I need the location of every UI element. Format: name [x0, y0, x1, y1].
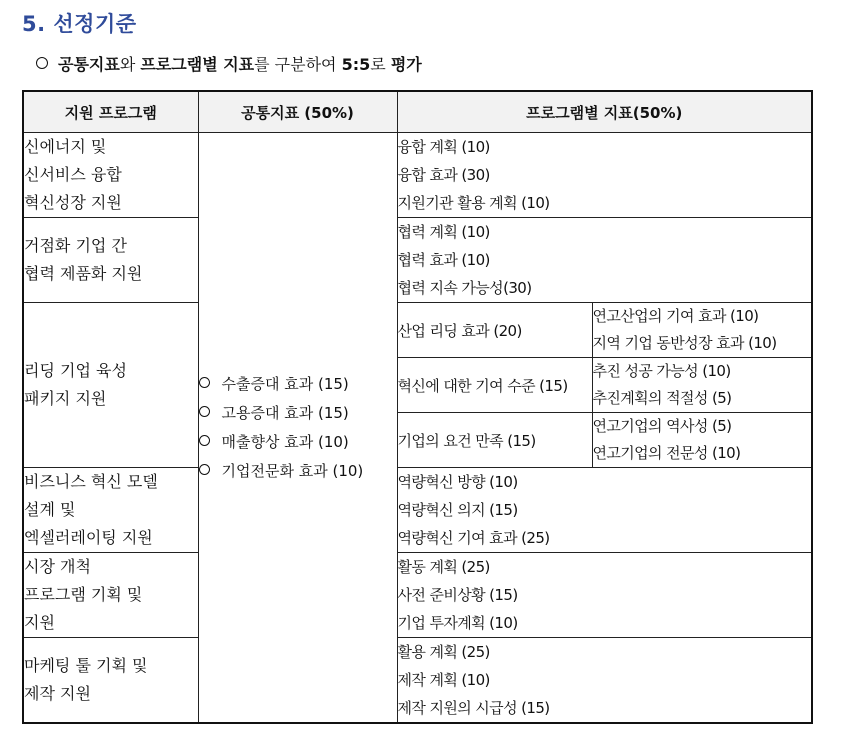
indicator-line: 사전 준비상황 (15)	[397, 586, 518, 604]
indicator-line: 지원기관 활용 계획 (10)	[397, 194, 550, 212]
table-row	[23, 303, 812, 358]
program-line: 지원	[24, 613, 55, 632]
header-program: 지원 프로그램	[23, 91, 198, 133]
indicator-line: 추진계획의 적절성 (5)	[592, 389, 732, 407]
indicator-detail-cell	[592, 358, 812, 413]
common-indicator-label: 수출증대 효과 (15)	[221, 374, 349, 393]
indicator-line: 융합 계획 (10)	[397, 138, 490, 156]
program-indicators-cell	[397, 133, 812, 218]
indicator-line: 제작 계획 (10)	[397, 671, 490, 689]
indicator-detail-cell	[592, 413, 812, 468]
program-cell	[23, 468, 198, 553]
header-common: 공통지표 (50%)	[198, 91, 397, 133]
intro-program: 프로그램별 지표	[140, 55, 255, 74]
common-indicator	[199, 428, 397, 457]
header-program-indicators: 프로그램별 지표(50%)	[397, 91, 812, 133]
circle-bullet-icon	[199, 435, 210, 446]
intro-eval: 평가	[390, 55, 422, 74]
intro-text: 로	[370, 55, 391, 74]
indicator-line: 활동 계획 (25)	[397, 558, 490, 576]
circle-bullet-icon	[199, 464, 210, 475]
program-line: 설계 및	[24, 500, 76, 519]
program-line: 신서비스 융합	[24, 165, 122, 184]
program-indicators-cell	[397, 638, 812, 724]
program-indicators-cell	[397, 553, 812, 638]
common-indicator	[199, 399, 397, 428]
indicator-line: 역량혁신 방향 (10)	[397, 473, 518, 491]
indicator-line: 융합 효과 (30)	[397, 166, 490, 184]
section-heading: 5. 선정기준	[22, 12, 137, 36]
indicator-line: 연고기업의 역사성 (5)	[592, 417, 732, 435]
program-line: 패키지 지원	[24, 389, 107, 408]
indicator-category-cell: 기업의 요건 만족 (15)	[397, 413, 592, 468]
indicator-line: 역량혁신 기여 효과 (25)	[397, 529, 550, 547]
program-line: 제작 지원	[24, 684, 91, 703]
common-indicators-cell	[198, 133, 397, 724]
indicator-line: 역량혁신 의지 (15)	[397, 501, 518, 519]
indicator-line: 추진 성공 가능성 (10)	[592, 362, 731, 380]
common-indicator	[199, 370, 397, 399]
program-line: 비즈니스 혁신 모델	[24, 472, 158, 491]
indicator-category-cell: 산업 리딩 효과 (20)	[397, 303, 592, 358]
common-indicator-label: 고용증대 효과 (15)	[221, 403, 349, 422]
program-line: 시장 개척	[24, 557, 91, 576]
program-line: 신에너지 및	[24, 137, 107, 156]
table-row	[23, 218, 812, 303]
indicator-line: 협력 효과 (10)	[397, 251, 490, 269]
header-row	[23, 91, 812, 133]
program-line: 엑셀러레이팅 지원	[24, 528, 153, 547]
intro-text: 와	[119, 55, 141, 74]
common-indicator	[199, 457, 397, 486]
intro-ratio: 5:5	[341, 55, 371, 74]
common-indicator-label: 매출향상 효과 (10)	[221, 432, 349, 451]
program-line: 거점화 기업 간	[24, 236, 127, 255]
table-row	[23, 133, 812, 218]
program-indicators-cell	[397, 218, 812, 303]
indicator-line: 연고산업의 기여 효과 (10)	[592, 307, 759, 325]
program-line: 협력 제품화 지원	[24, 264, 143, 283]
indicator-category-cell: 혁신에 대한 기여 수준 (15)	[397, 358, 592, 413]
intro-common: 공통지표	[58, 55, 120, 74]
circle-bullet-icon	[199, 377, 210, 388]
indicator-line: 기업 투자계획 (10)	[397, 614, 518, 632]
program-line: 마케팅 툴 기획 및	[24, 656, 148, 675]
indicator-line: 지역 기업 동반성장 효과 (10)	[592, 334, 777, 352]
program-line: 프로그램 기획 및	[24, 585, 143, 604]
circle-bullet-icon	[199, 406, 210, 417]
table-row	[23, 638, 812, 724]
program-cell	[23, 553, 198, 638]
program-line: 혁신성장 지원	[24, 193, 122, 212]
indicator-detail-cell	[592, 303, 812, 358]
indicator-line: 협력 계획 (10)	[397, 223, 490, 241]
program-cell	[23, 303, 198, 468]
indicator-line: 협력 지속 가능성(30)	[397, 279, 532, 297]
common-indicator-label: 기업전문화 효과 (10)	[221, 461, 364, 480]
intro-text: 를 구분하여	[254, 55, 342, 74]
program-cell	[23, 638, 198, 724]
indicator-line: 제작 지원의 시급성 (15)	[397, 699, 550, 717]
program-indicators-cell	[397, 468, 812, 553]
table-row	[23, 553, 812, 638]
program-cell	[23, 218, 198, 303]
indicator-line: 활용 계획 (25)	[397, 643, 490, 661]
criteria-table	[22, 90, 813, 724]
indicator-line: 연고기업의 전문성 (10)	[592, 444, 741, 462]
circle-bullet-icon	[36, 57, 48, 69]
program-cell	[23, 133, 198, 218]
program-line: 리딩 기업 육성	[24, 361, 127, 380]
table-row	[23, 468, 812, 553]
intro-line	[36, 52, 422, 75]
